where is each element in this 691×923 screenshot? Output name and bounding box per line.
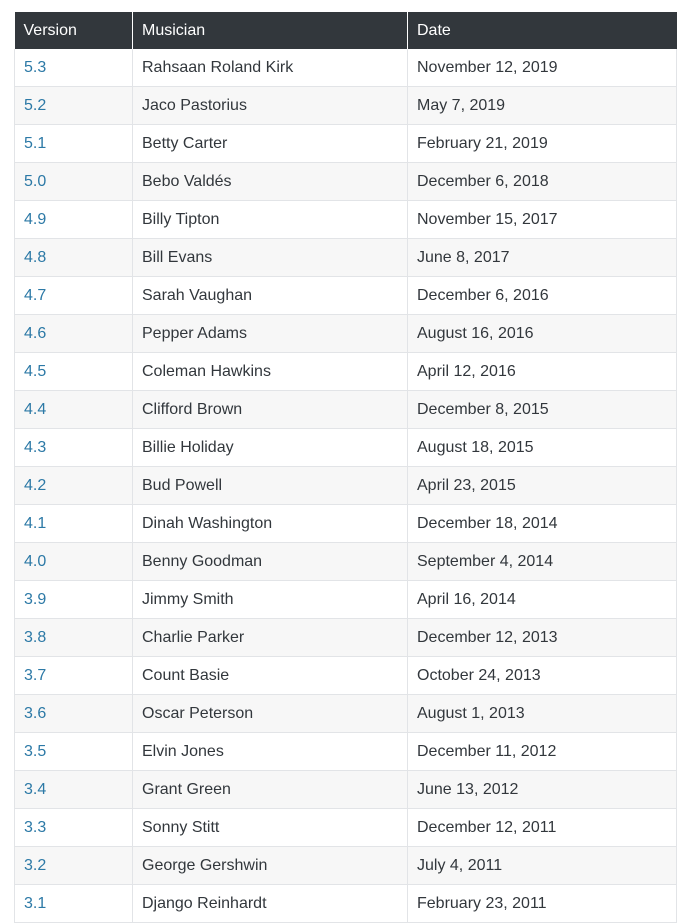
table-row: [15, 771, 677, 809]
table-row: [15, 353, 677, 391]
table-row: [15, 809, 677, 847]
date-cell: April 12, 2016: [408, 353, 677, 391]
table-row: [15, 619, 677, 657]
version-link[interactable]: 4.4: [24, 400, 47, 418]
table-row: [15, 125, 677, 163]
date-cell: August 18, 2015: [408, 429, 677, 467]
date-cell: May 7, 2019: [408, 87, 677, 125]
table-body: [15, 49, 677, 923]
table-row: [15, 239, 677, 277]
musician-cell: George Gershwin: [133, 847, 408, 885]
musician-cell: Pepper Adams: [133, 315, 408, 353]
date-cell: November 12, 2019: [408, 49, 677, 87]
table-row: [15, 695, 677, 733]
version-cell: [15, 505, 133, 543]
musician-cell: Oscar Peterson: [133, 695, 408, 733]
version-cell: [15, 429, 133, 467]
musician-cell: Sarah Vaughan: [133, 277, 408, 315]
version-link[interactable]: 4.3: [24, 438, 47, 456]
version-link[interactable]: 5.0: [24, 172, 47, 190]
version-link[interactable]: 3.9: [24, 590, 47, 608]
musician-cell: Charlie Parker: [133, 619, 408, 657]
table-row: [15, 543, 677, 581]
version-cell: [15, 733, 133, 771]
table-row: [15, 315, 677, 353]
table-row: [15, 163, 677, 201]
version-link[interactable]: 4.1: [24, 514, 47, 532]
musician-cell: Clifford Brown: [133, 391, 408, 429]
musician-cell: Sonny Stitt: [133, 809, 408, 847]
date-cell: October 24, 2013: [408, 657, 677, 695]
date-cell: December 12, 2013: [408, 619, 677, 657]
version-cell: [15, 163, 133, 201]
version-cell: [15, 619, 133, 657]
version-cell: [15, 239, 133, 277]
musician-cell: Elvin Jones: [133, 733, 408, 771]
date-cell: September 4, 2014: [408, 543, 677, 581]
musician-cell: Dinah Washington: [133, 505, 408, 543]
table-row: [15, 467, 677, 505]
musician-cell: Coleman Hawkins: [133, 353, 408, 391]
table-row: [15, 201, 677, 239]
date-cell: December 6, 2018: [408, 163, 677, 201]
musician-cell: Betty Carter: [133, 125, 408, 163]
table-row: [15, 391, 677, 429]
date-cell: July 4, 2011: [408, 847, 677, 885]
version-link[interactable]: 3.8: [24, 628, 47, 646]
version-link[interactable]: 5.2: [24, 96, 47, 114]
date-cell: December 6, 2016: [408, 277, 677, 315]
column-header-date: Date: [408, 12, 677, 49]
table-row: [15, 87, 677, 125]
date-cell: December 18, 2014: [408, 505, 677, 543]
musician-cell: Billy Tipton: [133, 201, 408, 239]
release-table: [14, 12, 677, 923]
table-row: [15, 847, 677, 885]
version-cell: [15, 277, 133, 315]
version-cell: [15, 809, 133, 847]
date-cell: June 13, 2012: [408, 771, 677, 809]
musician-cell: Bebo Valdés: [133, 163, 408, 201]
musician-cell: Jaco Pastorius: [133, 87, 408, 125]
date-cell: December 11, 2012: [408, 733, 677, 771]
version-link[interactable]: 4.6: [24, 324, 47, 342]
musician-cell: Benny Goodman: [133, 543, 408, 581]
version-link[interactable]: 3.7: [24, 666, 47, 684]
table-row: [15, 49, 677, 87]
musician-cell: Rahsaan Roland Kirk: [133, 49, 408, 87]
table-row: [15, 657, 677, 695]
musician-cell: Grant Green: [133, 771, 408, 809]
date-cell: February 23, 2011: [408, 885, 677, 923]
table-header-row: [15, 12, 677, 49]
version-cell: [15, 391, 133, 429]
version-cell: [15, 467, 133, 505]
version-link[interactable]: 4.7: [24, 286, 47, 304]
table-row: [15, 885, 677, 923]
version-link[interactable]: 4.9: [24, 210, 47, 228]
date-cell: April 16, 2014: [408, 581, 677, 619]
musician-cell: Django Reinhardt: [133, 885, 408, 923]
version-link[interactable]: 4.8: [24, 248, 47, 266]
version-link[interactable]: 4.2: [24, 476, 47, 494]
version-cell: [15, 847, 133, 885]
table-row: [15, 733, 677, 771]
version-link[interactable]: 3.1: [24, 894, 47, 912]
release-table-container: [14, 12, 676, 923]
version-cell: [15, 315, 133, 353]
version-cell: [15, 695, 133, 733]
version-cell: [15, 353, 133, 391]
musician-cell: Count Basie: [133, 657, 408, 695]
version-cell: [15, 771, 133, 809]
table-row: [15, 581, 677, 619]
date-cell: December 8, 2015: [408, 391, 677, 429]
table-row: [15, 277, 677, 315]
version-link[interactable]: 4.0: [24, 552, 47, 570]
date-cell: February 21, 2019: [408, 125, 677, 163]
date-cell: November 15, 2017: [408, 201, 677, 239]
version-link[interactable]: 5.3: [24, 58, 47, 76]
version-cell: [15, 581, 133, 619]
table-row: [15, 429, 677, 467]
musician-cell: Jimmy Smith: [133, 581, 408, 619]
date-cell: August 16, 2016: [408, 315, 677, 353]
column-header-musician: Musician: [133, 12, 408, 49]
version-link[interactable]: 3.2: [24, 856, 47, 874]
version-cell: [15, 125, 133, 163]
version-link[interactable]: 3.5: [24, 742, 47, 760]
version-cell: [15, 49, 133, 87]
musician-cell: Billie Holiday: [133, 429, 408, 467]
date-cell: December 12, 2011: [408, 809, 677, 847]
date-cell: April 23, 2015: [408, 467, 677, 505]
version-link[interactable]: 3.3: [24, 818, 47, 836]
version-link[interactable]: 5.1: [24, 134, 47, 152]
musician-cell: Bud Powell: [133, 467, 408, 505]
version-cell: [15, 657, 133, 695]
version-cell: [15, 885, 133, 923]
date-cell: August 1, 2013: [408, 695, 677, 733]
musician-cell: Bill Evans: [133, 239, 408, 277]
column-header-version: Version: [15, 12, 133, 49]
version-cell: [15, 87, 133, 125]
version-link[interactable]: 3.4: [24, 780, 47, 798]
version-link[interactable]: 4.5: [24, 362, 47, 380]
table-header: [15, 12, 677, 49]
table-row: [15, 505, 677, 543]
version-cell: [15, 543, 133, 581]
date-cell: June 8, 2017: [408, 239, 677, 277]
version-cell: [15, 201, 133, 239]
version-link[interactable]: 3.6: [24, 704, 47, 722]
